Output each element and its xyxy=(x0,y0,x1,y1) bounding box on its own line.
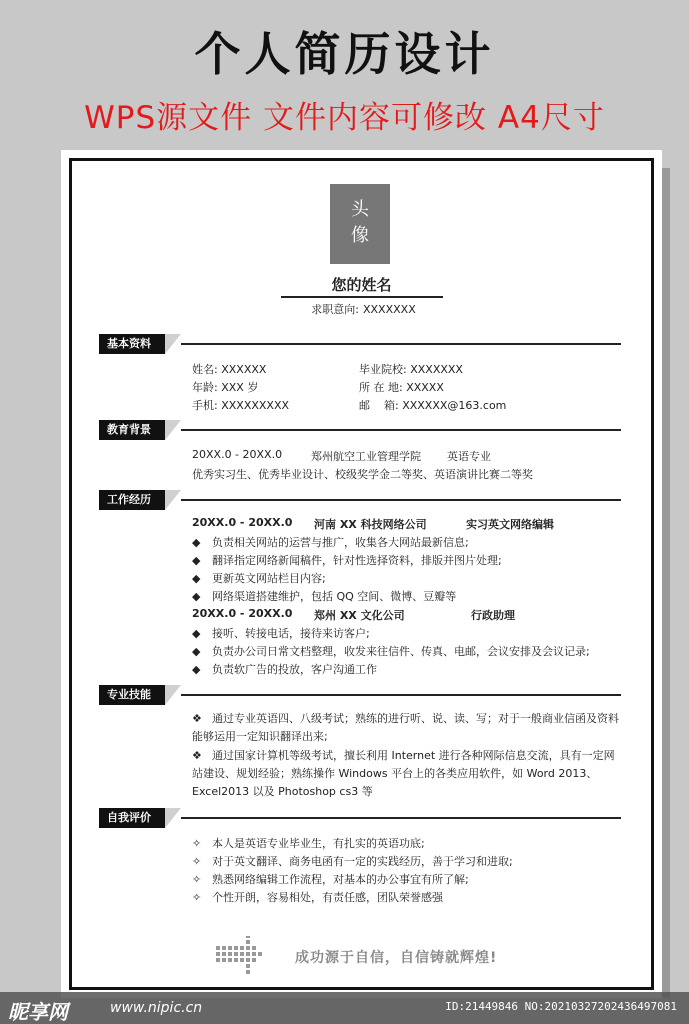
job1-item-text: 负责相关网站的运营与推广，收集各大网站最新信息; xyxy=(212,536,469,549)
job2-item xyxy=(192,661,377,677)
section-rule-skills xyxy=(181,694,621,696)
page-subtitle: WPS源文件 文件内容可修改 A4尺寸 xyxy=(84,100,605,136)
sparkle-bullet-icon: ❖ xyxy=(192,712,202,725)
self-item xyxy=(192,871,469,887)
self-item-text: 对于英文翻译、商务电函有一定的实践经历，善于学习和进取; xyxy=(212,855,513,868)
job1-company: 河南 XX 科技网络公司 xyxy=(314,518,427,531)
basic-school-label: 毕业院校: xyxy=(359,363,407,376)
section-tag-work: 工作经历 xyxy=(99,490,165,510)
basic-school xyxy=(359,361,463,377)
section-tag-education: 教育背景 xyxy=(99,420,165,440)
basic-email-value: XXXXXX@163.com xyxy=(402,399,507,412)
sparkle-bullet-icon: ❖ xyxy=(192,749,202,762)
job2-period: 20XX.0 - 20XX.0 xyxy=(192,607,293,620)
job1-item xyxy=(192,588,456,604)
job2-item xyxy=(192,625,370,641)
basic-email xyxy=(359,397,506,413)
self-item xyxy=(192,889,443,905)
star-bullet-icon: ✧ xyxy=(192,891,202,904)
job-intent-value: XXXXXXX xyxy=(362,303,416,316)
basic-phone-label: 手机: xyxy=(192,399,218,412)
job2-item-text: 负责办公司日常文档整理，收发来往信件、传真、电邮，会议安排及会议记录; xyxy=(212,645,590,658)
diamond-bullet-icon: ◆ xyxy=(192,645,201,658)
name-underline xyxy=(281,296,443,298)
dotted-arrow-icon xyxy=(216,936,272,976)
watermark-logo: 昵享网 xyxy=(8,1000,68,1024)
diamond-bullet-icon: ◆ xyxy=(192,590,201,603)
basic-email-label: 邮 箱: xyxy=(359,399,399,412)
resume-page xyxy=(61,150,662,998)
basic-name xyxy=(192,361,266,377)
self-item-text: 熟悉网络编辑工作流程，对基本的办公事宜有所了解; xyxy=(212,873,469,886)
watermark-url: www.nipic.cn xyxy=(110,1000,203,1016)
job2-company: 郑州 XX 文化公司 xyxy=(314,609,405,622)
job2-item-text: 负责软广告的投放，客户沟通工作 xyxy=(212,663,377,676)
job1-item-text: 更新英文网站栏目内容; xyxy=(212,572,326,585)
section-tag-basic: 基本资料 xyxy=(99,334,165,354)
section-tag-skills: 专业技能 xyxy=(99,685,165,705)
basic-name-value: XXXXXX xyxy=(221,363,267,376)
avatar-text-2: 像 xyxy=(351,225,369,246)
star-bullet-icon: ✧ xyxy=(192,873,202,886)
basic-age xyxy=(192,379,258,395)
resume-name: 您的姓名 xyxy=(331,276,392,294)
job1-period: 20XX.0 - 20XX.0 xyxy=(192,516,293,529)
basic-location-label: 所 在 地: xyxy=(359,381,403,394)
job2-item-text: 接听、转接电话，接待来访客户; xyxy=(212,627,370,640)
job1-title: 实习英文网络编辑 xyxy=(466,518,554,531)
job1-item xyxy=(192,552,502,568)
diamond-bullet-icon: ◆ xyxy=(192,554,201,567)
diamond-bullet-icon: ◆ xyxy=(192,627,201,640)
basic-name-label: 姓名: xyxy=(192,363,218,376)
self-item xyxy=(192,835,425,851)
skills-paragraph-1 xyxy=(192,710,622,746)
section-rule-basic xyxy=(181,343,621,345)
basic-age-label: 年龄: xyxy=(192,381,218,394)
diamond-bullet-icon: ◆ xyxy=(192,572,201,585)
basic-location xyxy=(359,379,444,395)
self-item xyxy=(192,853,513,869)
section-rule-education xyxy=(181,429,621,431)
skills-paragraph-2 xyxy=(192,747,622,801)
job2-title: 行政助理 xyxy=(471,609,515,622)
avatar-text-1: 头 xyxy=(351,199,369,220)
diamond-bullet-icon: ◆ xyxy=(192,663,201,676)
job2-item xyxy=(192,643,590,659)
avatar-placeholder[interactable] xyxy=(330,184,390,264)
basic-location-value: XXXXX xyxy=(406,381,444,394)
skills-text-1: 通过专业英语四、八级考试；熟练的进行听、说、读、写；对于一般商业信函及资料能够运用一定知识翻译出来; xyxy=(192,712,619,743)
basic-age-value: XXX 岁 xyxy=(221,381,259,394)
basic-phone-value: XXXXXXXXX xyxy=(221,399,290,412)
edu-major: 英语专业 xyxy=(447,450,491,463)
self-item-text: 本人是英语专业毕业生，有扎实的英语功底; xyxy=(212,837,425,850)
watermark-id: ID:21449846 NO:20210327202436497081 xyxy=(445,1000,677,1013)
job1-item xyxy=(192,570,326,586)
job1-item-text: 翻译指定网络新闻稿件，针对性选择资料，排版并图片处理; xyxy=(212,554,502,567)
job1-item xyxy=(192,534,469,550)
section-rule-work xyxy=(181,499,621,501)
self-item-text: 个性开朗，容易相处，有责任感，团队荣誉感强 xyxy=(212,891,443,904)
basic-phone xyxy=(192,397,289,413)
page-title: 个人简历设计 xyxy=(194,27,495,81)
star-bullet-icon: ✧ xyxy=(192,855,202,868)
star-bullet-icon: ✧ xyxy=(192,837,202,850)
job1-item-text: 网络渠道搭建维护，包括 QQ 空间、微博、豆瓣等 xyxy=(212,590,457,603)
edu-period: 20XX.0 - 20XX.0 xyxy=(192,448,283,461)
basic-school-value: XXXXXXX xyxy=(410,363,463,376)
edu-honors: 优秀实习生、优秀毕业设计、校级奖学金二等奖、英语演讲比赛二等奖 xyxy=(192,468,533,481)
job-intent-label: 求职意向: xyxy=(311,303,359,316)
diamond-bullet-icon: ◆ xyxy=(192,536,201,549)
job-intent xyxy=(61,301,662,317)
footer-motto: 成功源于自信，自信铸就辉煌! xyxy=(295,950,498,966)
edu-school: 郑州航空工业管理学院 xyxy=(311,450,421,463)
section-rule-self xyxy=(181,817,621,819)
section-tag-self: 自我评价 xyxy=(99,808,165,828)
skills-text-2: 通过国家计算机等级考试，擅长利用 Internet 进行各种网际信息交流，具有一定网站建设、规划经验；熟练操作 Windows 平台上的各类应用软件，如 Word 2013、Excel2013 以及 Photoshop cs3 等 xyxy=(192,749,615,798)
